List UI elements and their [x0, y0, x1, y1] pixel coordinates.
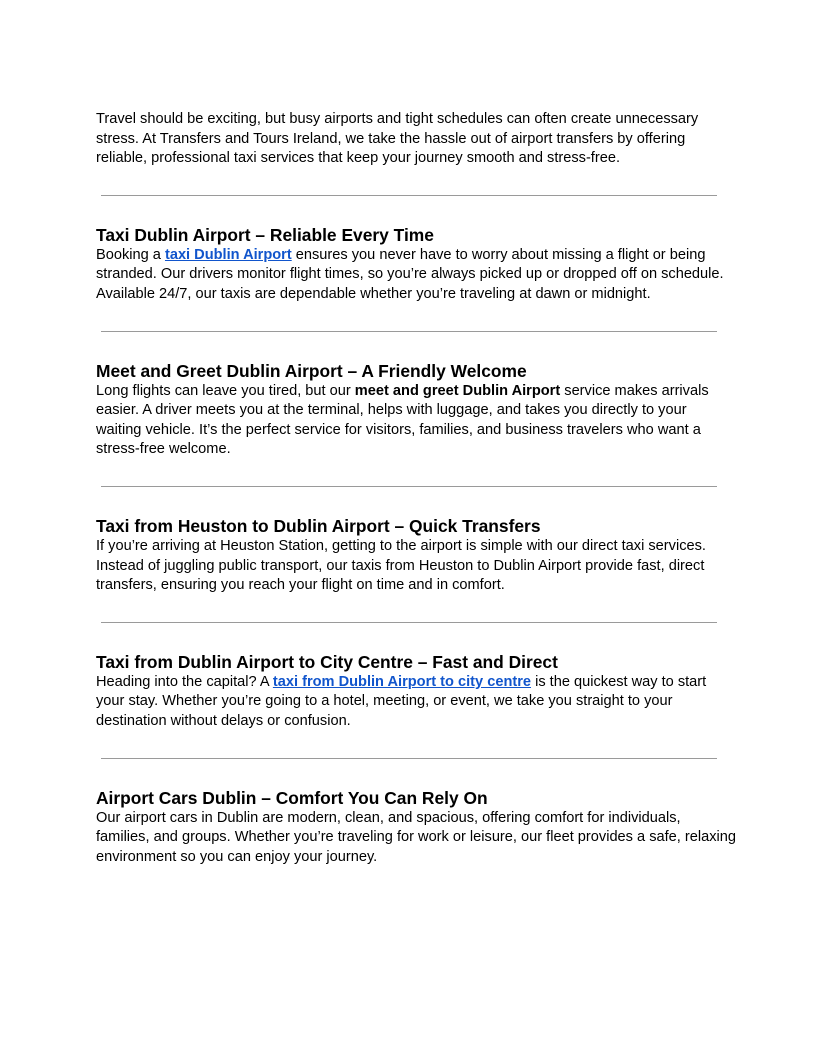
section-paragraph: Heading into the capital? A taxi from Dublin Airport to city centre is the quickest way to start your stay. Whether you’re going to a hotel, meeting, or event, we take you straight to your destination without delays or confusion. [96, 673, 707, 729]
section-paragraph: Booking a taxi Dublin Airport ensures you never have to worry about missing a flight or being stranded. Our drivers monitor flight times, so you’re always picked up or dropped off on schedule. Available 24/7, our taxis are dependable whether you’re traveling at dawn or midnight. [96, 246, 724, 302]
section-heading: Taxi from Heuston to Dublin Airport – Quick Transfers [96, 515, 541, 536]
divider [101, 622, 717, 623]
section-heading: Taxi from Dublin Airport to City Centre – Fast and Direct [96, 651, 558, 672]
intro-paragraph: Travel should be exciting, but busy airports and tight schedules can often create unnecessary stress. At Transfers and Tours Ireland, we take the hassle out of airport transfers by offering reliable, professional taxi services that keep your journey smooth and stress-free. [96, 111, 699, 167]
divider [101, 331, 717, 332]
divider [101, 195, 717, 196]
document-content [96, 110, 736, 867]
city-centre-link[interactable]: taxi from Dublin Airport to city centre [272, 673, 532, 690]
taxi-dublin-airport-link[interactable]: taxi Dublin Airport [164, 246, 292, 263]
section-heading: Airport Cars Dublin – Comfort You Can Rely On [96, 787, 488, 808]
bold-phrase: meet and greet Dublin Airport [354, 382, 561, 399]
section-heading: Meet and Greet Dublin Airport – A Friendly Welcome [96, 360, 527, 381]
divider [101, 486, 717, 487]
section-paragraph: Long flights can leave you tired, but our meet and greet Dublin Airport service makes arrivals easier. A driver meets you at the terminal, helps with luggage, and takes you directly to your waiting vehicle. It’s the perfect service for visitors, families, and business travelers who want a stress-free welcome. [96, 382, 709, 458]
section-paragraph: Our airport cars in Dublin are modern, clean, and spacious, offering comfort for individuals, families, and groups. Whether you’re traveling for work or leisure, our fleet provides a safe, relaxing environment so you can enjoy your journey. [96, 809, 736, 865]
divider [101, 758, 717, 759]
section-heading: Taxi Dublin Airport – Reliable Every Time [96, 224, 434, 245]
section-paragraph: If you’re arriving at Heuston Station, getting to the airport is simple with our direct taxi services. Instead of juggling public transport, our taxis from Heuston to Dublin Airport provide fast, direct transfers, ensuring you reach your flight on time and in comfort. [96, 537, 706, 594]
